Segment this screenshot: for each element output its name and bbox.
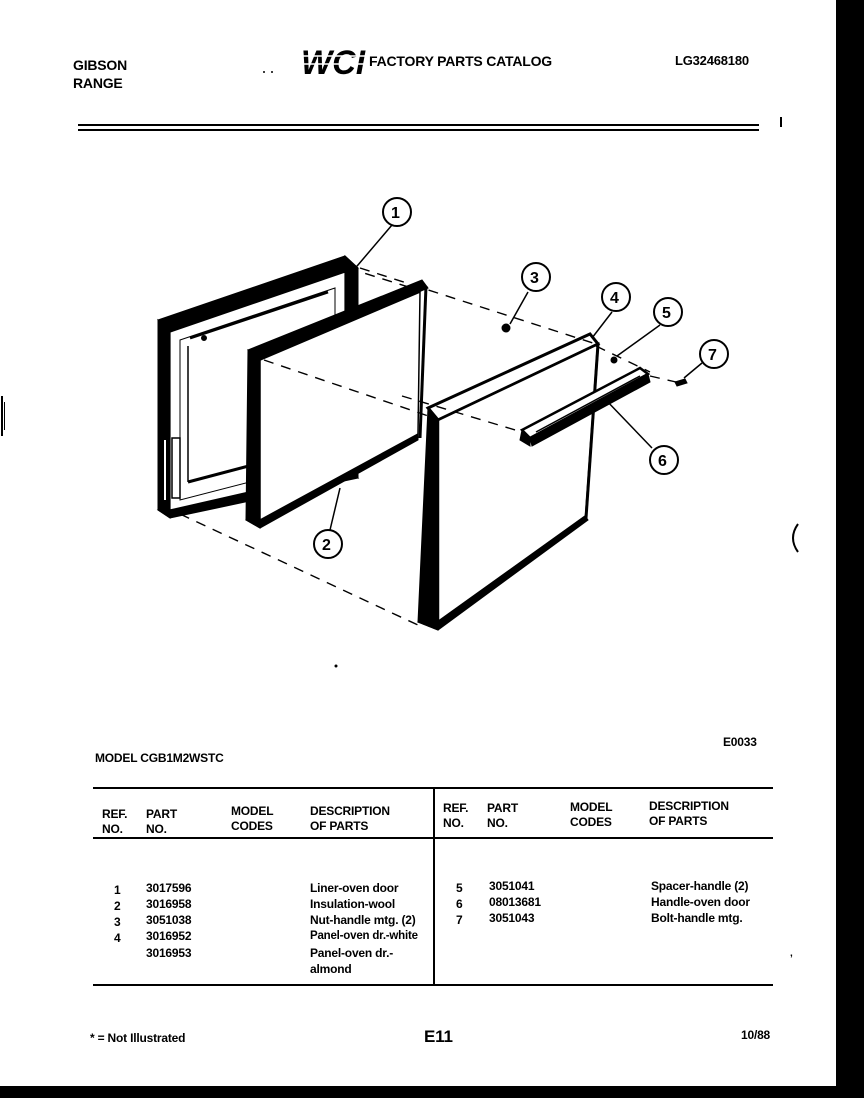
svg-text:5: 5 bbox=[662, 305, 671, 322]
col-codes-header: MODEL CODES bbox=[231, 804, 274, 833]
table-divider bbox=[433, 789, 435, 984]
edge-mark-arc bbox=[793, 524, 798, 552]
table-row: 6 bbox=[456, 897, 463, 911]
table-row: Liner-oven door bbox=[310, 881, 399, 895]
table-row: 3017596 bbox=[146, 881, 192, 895]
scan-edge-marks bbox=[0, 392, 6, 440]
col-codes-header-right: MODEL CODES bbox=[570, 800, 613, 829]
footnote: * = Not Illustrated bbox=[90, 1031, 186, 1045]
page-number: E11 bbox=[424, 1027, 453, 1046]
catalog-title: FACTORY PARTS CATALOG bbox=[369, 53, 552, 69]
table-row: 3016958 bbox=[146, 897, 192, 911]
callout-5 bbox=[654, 298, 682, 326]
table-row: 1 bbox=[114, 883, 121, 897]
table-row: Spacer-handle (2) bbox=[651, 879, 749, 893]
callout-4 bbox=[602, 283, 630, 311]
edge-mark-dot: , bbox=[790, 948, 793, 959]
table-row: Panel-oven dr.-white bbox=[310, 930, 418, 942]
svg-text:3: 3 bbox=[530, 270, 539, 287]
table-row: 3016953 bbox=[146, 946, 192, 960]
col-ref-header: REF. NO. bbox=[102, 807, 128, 836]
callout-3 bbox=[522, 263, 550, 291]
svg-text:7: 7 bbox=[708, 347, 717, 364]
table-row: 3051043 bbox=[489, 911, 535, 925]
col-part-header: PART NO. bbox=[146, 807, 177, 836]
table-row: Bolt-handle mtg. bbox=[651, 911, 743, 925]
model-label: MODEL CGB1M2WSTC bbox=[95, 751, 224, 765]
table-row: 3 bbox=[114, 915, 121, 929]
svg-text:4: 4 bbox=[610, 290, 619, 307]
table-row: 08013681 bbox=[489, 895, 541, 909]
table-row: 3051041 bbox=[489, 879, 535, 893]
table-rule-bottom bbox=[93, 984, 773, 986]
table-row: Handle-oven door bbox=[651, 895, 750, 909]
table-row: 3051038 bbox=[146, 913, 192, 927]
col-desc-header-right: DESCRIPTION OF PARTS bbox=[649, 799, 729, 828]
brand-line-2: RANGE bbox=[73, 75, 123, 91]
catalog-number: LG32468180 bbox=[675, 53, 749, 68]
wci-logo-text: WCI bbox=[301, 44, 367, 78]
svg-text:1: 1 bbox=[391, 205, 400, 222]
table-row: 4 bbox=[114, 931, 121, 945]
brand-line-1: GIBSON bbox=[73, 57, 128, 73]
callout-6 bbox=[650, 446, 678, 474]
col-desc-header: DESCRIPTION OF PARTS bbox=[310, 804, 390, 833]
figure-code: E0033 bbox=[723, 735, 757, 749]
col-part-header-right: PART NO. bbox=[487, 801, 518, 830]
callout-2 bbox=[314, 530, 342, 558]
table-row: 2 bbox=[114, 899, 121, 913]
callout-1 bbox=[383, 198, 411, 226]
svg-text:6: 6 bbox=[658, 453, 667, 470]
part-outer-panel bbox=[418, 334, 598, 630]
table-row: 7 bbox=[456, 913, 463, 927]
table-row: Insulation-wool bbox=[310, 897, 395, 911]
svg-text:2: 2 bbox=[322, 537, 331, 554]
table-row: Panel-oven dr.- almond bbox=[310, 946, 394, 976]
col-ref-header-right: REF. NO. bbox=[443, 801, 469, 830]
table-row: 5 bbox=[456, 881, 463, 895]
table-row: Nut-handle mtg. (2) bbox=[310, 913, 416, 927]
revision-date: 10/88 bbox=[741, 1028, 771, 1042]
callout-7 bbox=[700, 340, 728, 368]
table-row: 3016952 bbox=[146, 929, 192, 943]
